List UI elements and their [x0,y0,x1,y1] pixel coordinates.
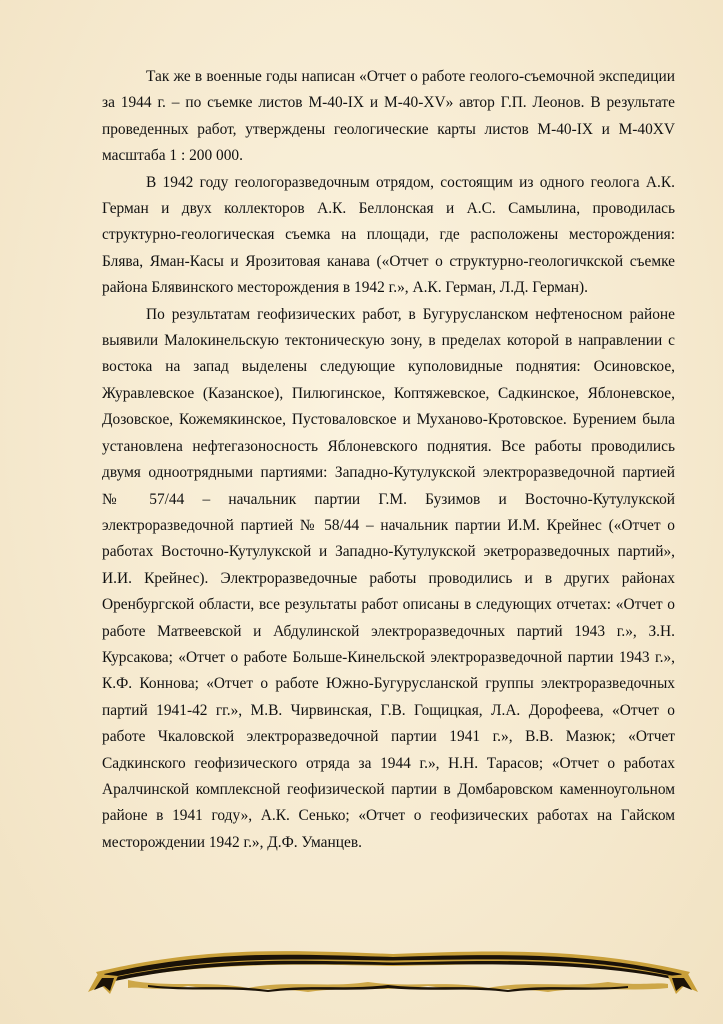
st-george-ribbon-icon [88,936,698,994]
document-body [102,64,675,856]
paragraph-1: Так же в военные годы написан «Отчет о работе геолого-съемочной экспедиции за 1944 г. – по съемке листов М-40-IX и М-40-XV» автор Г.П. Леонов. В результате проведенных работ, утверждены геологические карты листов М-40-IX и М-40XV масштаба 1 : 200 000. [102,68,675,165]
paragraph-3: По результатам геофизических работ, в Бугурусланском нефтеносном районе выявили Малокинельскую тектоническую зону, в пределах которой в направлении с востока на запад выделены следующие куполовидные поднятия: Осиновское, Журавлевское (Казанское), Пилюгинское, Коптяжевское, Садкинское, Яблоневское, Дозовское, Кожемякинское, Пустоваловское и Муханово-Кротовское. Бурением была установлена нефтегазоносность Яблоневского поднятия. Все работы проводились двумя одноотрядными партиями: Западно-Кутулукской электроразведочной партией № 57/44 – начальник партии Г.М. Бузимов и Восточно-Кутулукской электроразведочной партией № 58/44 – начальник партии И.М. Крейнес («Отчет о работах Восточно-Кутулукской и Западно-Кутулукской экетроразведочных партий», И.И. Крейнес). Электроразведочные работы проводились и в других районах Оренбургской области, все результаты работ описаны в следующих отчетах: «Отчет о работе Матвеевской и Абдулинской электроразведочных партий 1943 г.», З.Н. Курсакова; «Отчет о работе Больше-Кинельской электроразведочной партии 1943 г.», К.Ф. Коннова; «Отчет о работе Южно-Бугурусланской группы электроразведочных партий 1941-42 гг.», М.В. Чирвинская, Г.В. Гощицкая, Л.А. Дорофеева, «Отчет о работе Чкаловской электроразведочной партии 1941 г.», В.В. Мазюк; «Отчет Садкинского геофизического отряда за 1944 г.», Н.Н. Тарасов; «Отчет о работах Аралчинской комплексной геофизической партии в Домбаровском каменноугольном районе в 1941 году», А.К. Сенько; «Отчет о геофизических работах на Гайском месторождении 1942 г.», Д.Ф. Уманцев. [102,305,675,851]
paragraph-2: В 1942 году геологоразведочным отрядом, состоящим из одного геолога А.К. Герман и двух коллекторов А.К. Беллонская и А.С. Самылина, проводилась структурно-геологическая съемка на площади, где расположены месторождения: Блява, Яман-Касы и Ярозитовая канава («Отчет о структурно-геологичкской съемке района Блявинского месторождения в 1942 г.», А.К. Герман, Л.Д. Герман). [102,173,675,297]
